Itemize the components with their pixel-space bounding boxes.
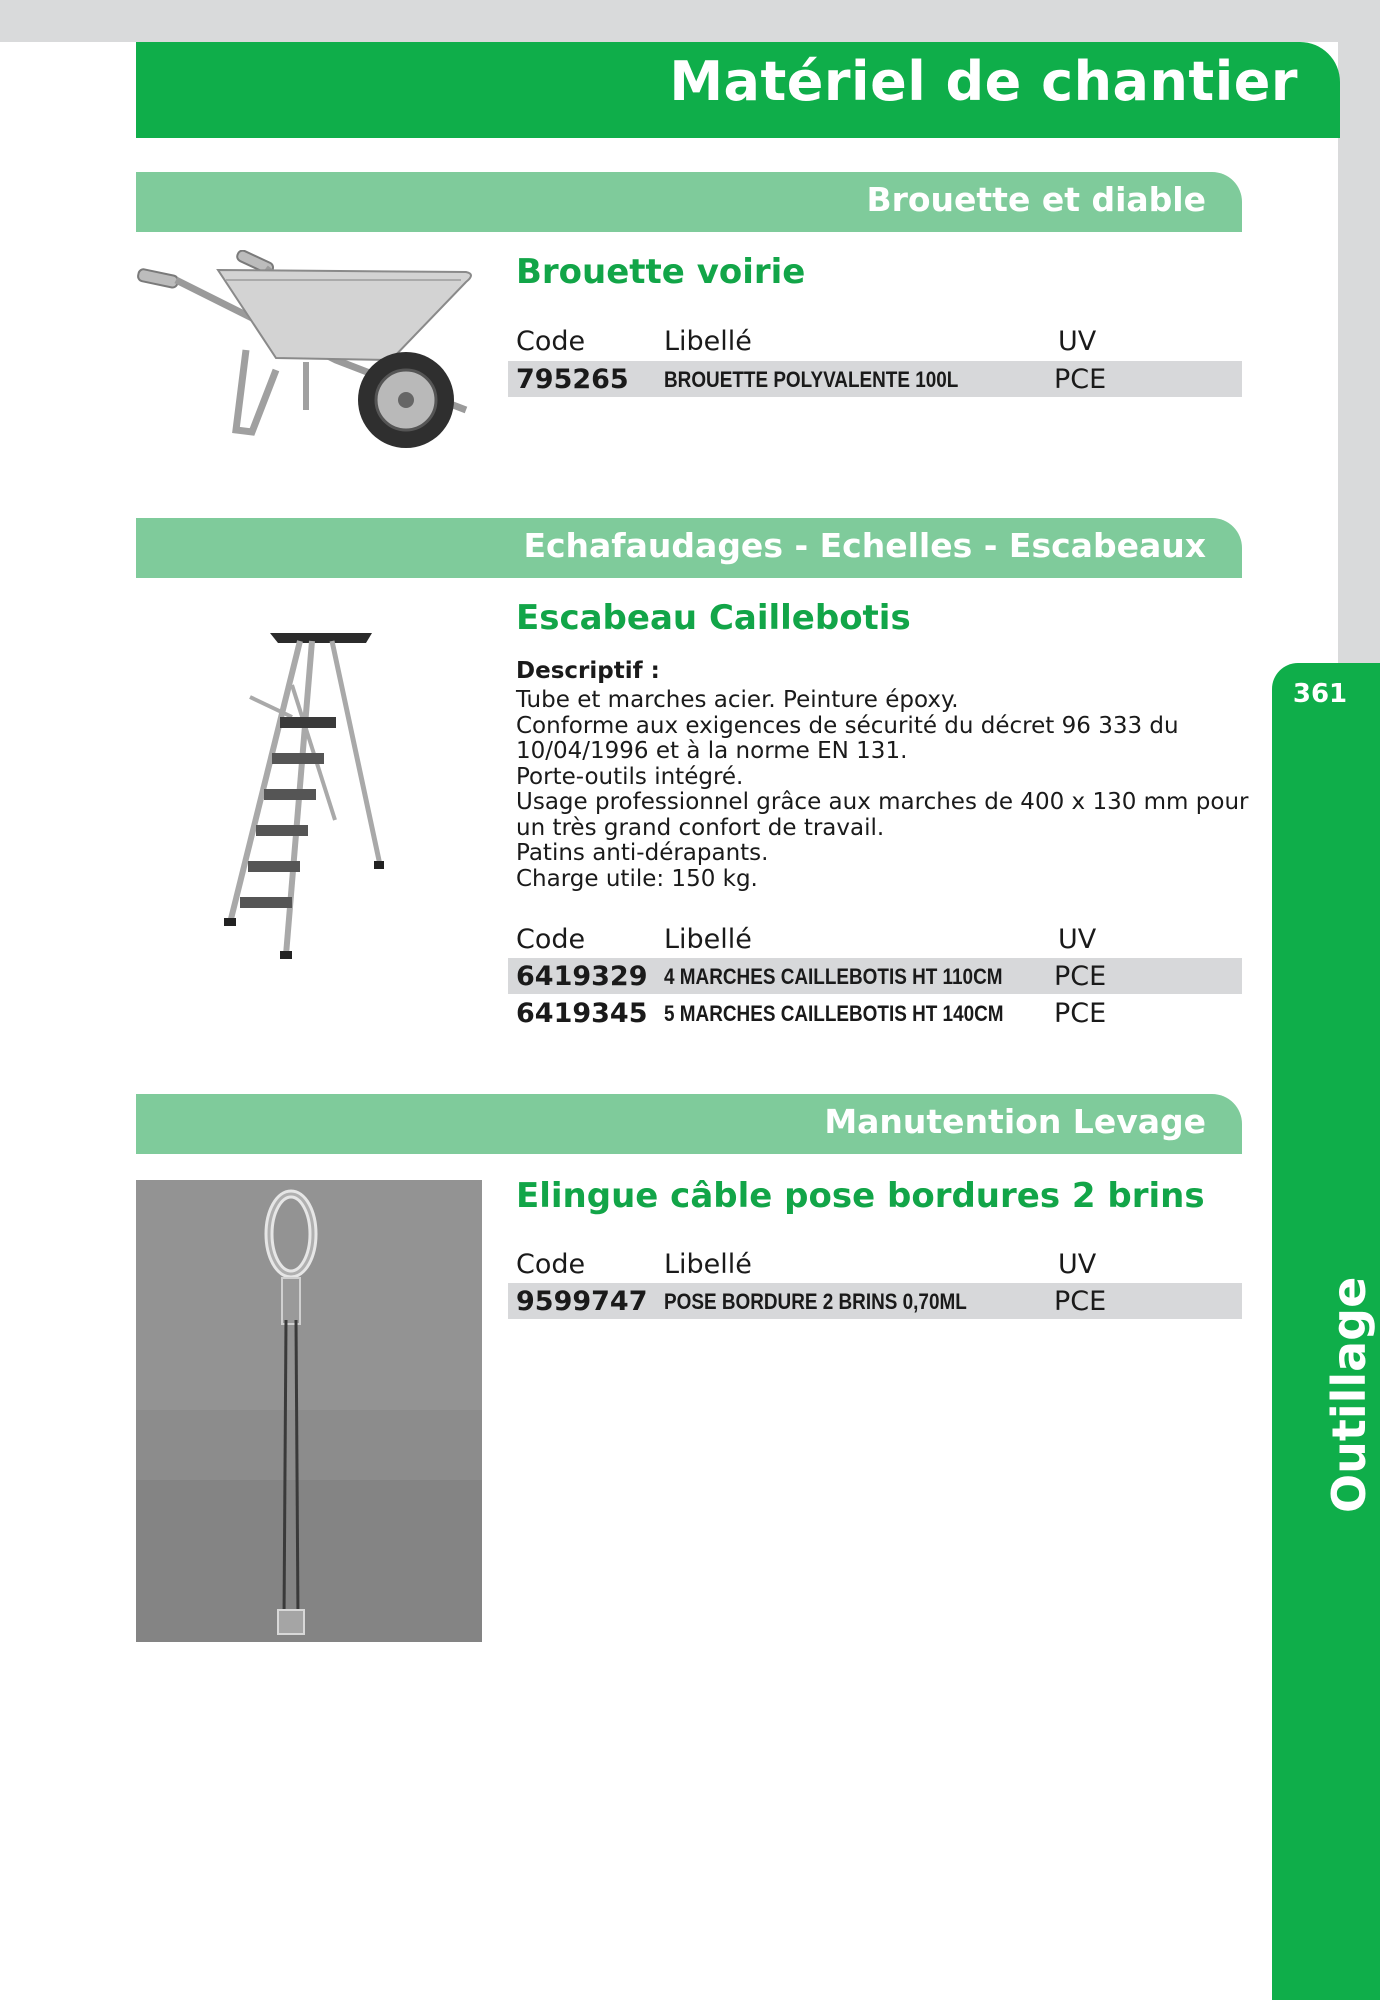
product-libelle: 5 MARCHES CAILLEBOTIS HT 140CM	[664, 1001, 1004, 1026]
category-label: Outillage	[1322, 1276, 1376, 1513]
description-line: un très grand confort de travail.	[516, 814, 885, 841]
description-line: Porte-outils intégré.	[516, 763, 744, 790]
product-code: 795265	[516, 364, 629, 395]
product-title: Brouette voirie	[516, 252, 806, 292]
table-header	[516, 326, 1242, 360]
table-header	[516, 924, 1242, 958]
product-title: Elingue câble pose bordures 2 brins	[516, 1176, 1205, 1216]
sling-cable-drawing	[136, 1180, 482, 1642]
table-row[interactable]	[508, 995, 1242, 1031]
product-uv: PCE	[1054, 998, 1107, 1029]
description-line: Tube et marches acier. Peinture époxy.	[516, 687, 959, 713]
section-bar-manutention	[136, 1094, 1242, 1154]
description-line: 10/04/1996 et à la norme EN 131.	[516, 738, 908, 764]
page-header	[136, 42, 1340, 138]
category-side-tab[interactable]	[1272, 663, 1380, 2000]
product-uv: PCE	[1054, 961, 1107, 992]
product-code: 6419329	[516, 961, 648, 992]
product-code: 6419345	[516, 998, 648, 1029]
table-row[interactable]	[508, 1283, 1242, 1319]
col-uv-header: UV	[1058, 924, 1097, 955]
page-number: 361	[1292, 679, 1348, 709]
description-label: Descriptif :	[516, 658, 660, 684]
section-bar-brouette	[136, 172, 1242, 232]
col-code-header: Code	[516, 924, 586, 955]
product-libelle: 4 MARCHES CAILLEBOTIS HT 110CM	[664, 964, 1003, 989]
description-line: Charge utile: 150 kg.	[516, 865, 758, 892]
col-uv-header: UV	[1058, 326, 1097, 357]
product-description	[516, 688, 1256, 892]
table-header	[516, 1249, 1242, 1283]
col-libelle-header: Libellé	[664, 1249, 752, 1280]
product-code: 9599747	[516, 1286, 648, 1317]
table-row[interactable]	[508, 361, 1242, 397]
top-margin-strip	[0, 0, 1380, 42]
page-title: Matériel de chantier	[669, 50, 1298, 113]
product-uv: PCE	[1054, 1286, 1107, 1317]
section-label: Manutention Levage	[824, 1102, 1206, 1141]
section-label: Echafaudages - Echelles - Escabeaux	[523, 526, 1206, 565]
description-line: Conforme aux exigences de sécurité du décret 96 333 du	[516, 712, 1179, 739]
description-line: Patins anti-dérapants.	[516, 840, 769, 866]
product-title: Escabeau Caillebotis	[516, 598, 911, 638]
table-row[interactable]	[508, 958, 1242, 994]
sling-cable-image	[136, 1180, 482, 1642]
product-libelle: POSE BORDURE 2 BRINS 0,70ML	[664, 1289, 967, 1314]
col-code-header: Code	[516, 326, 586, 357]
stepladder-image	[220, 625, 390, 960]
wheelbarrow-image	[136, 250, 486, 460]
col-libelle-header: Libellé	[664, 326, 752, 357]
description-line: Usage professionnel grâce aux marches de 400 x 130 mm pour	[516, 789, 1249, 815]
section-bar-echafaudages	[136, 518, 1242, 578]
col-libelle-header: Libellé	[664, 924, 752, 955]
right-margin-strip	[1338, 0, 1380, 670]
section-label: Brouette et diable	[866, 180, 1206, 219]
col-uv-header: UV	[1058, 1249, 1097, 1280]
col-code-header: Code	[516, 1249, 586, 1280]
product-uv: PCE	[1054, 364, 1107, 395]
product-libelle: BROUETTE POLYVALENTE 100L	[664, 367, 959, 392]
